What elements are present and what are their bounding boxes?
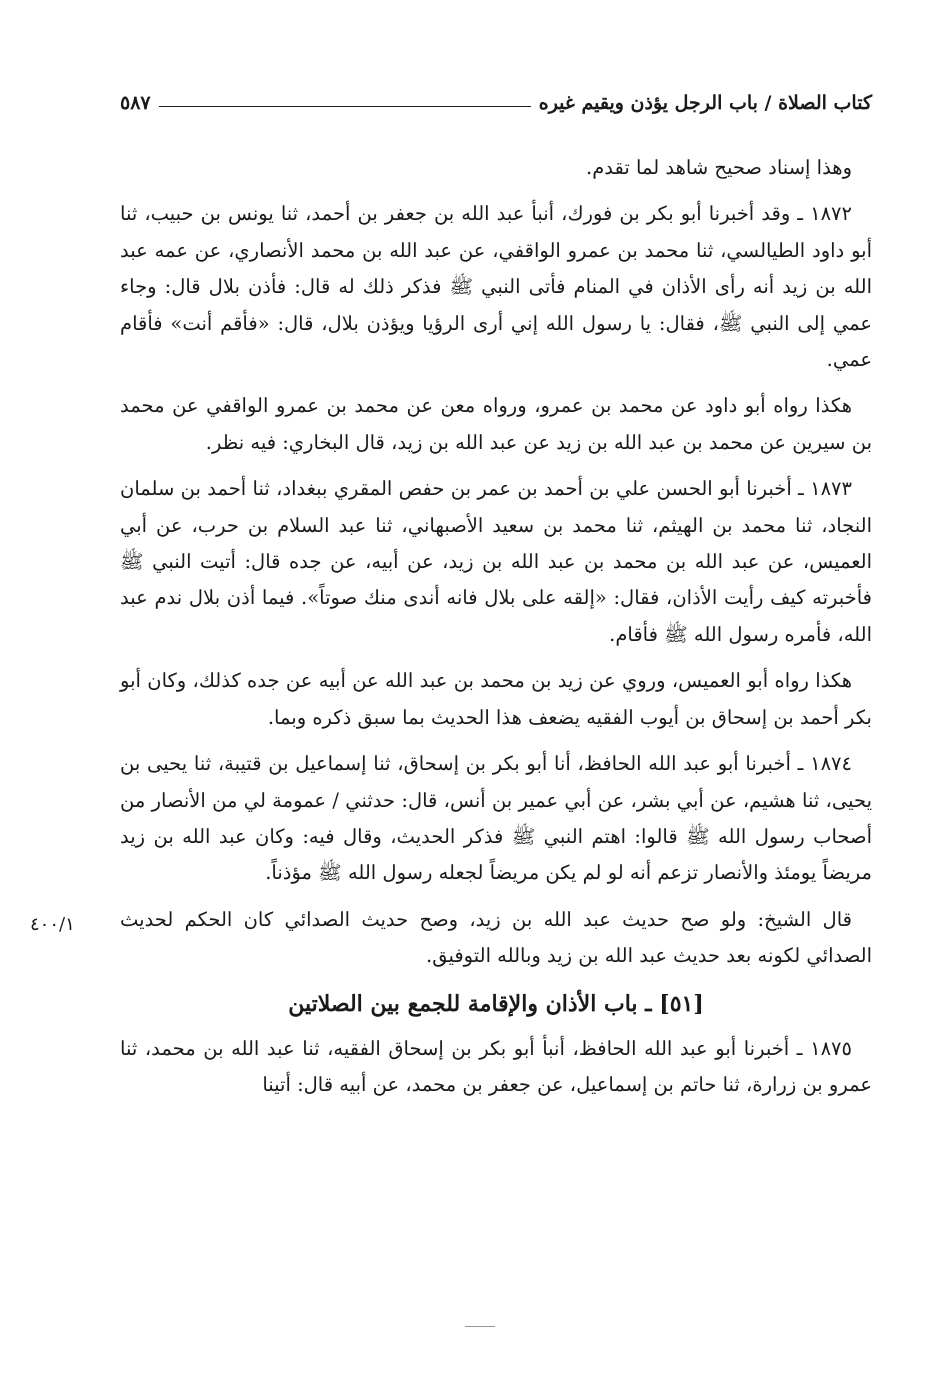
section-heading: [٥١] ـ باب الأذان والإقامة للجمع بين الصلاتين [288,990,704,1017]
paragraph: ١٨٧٥ ـ أخبرنا أبو عبد الله الحافظ، أنبأ أبو بكر بن إسحاق الفقيه، ثنا عبد الله بن محمد، ثنا عمرو بن زرارة، ثنا حاتم بن إسماعيل، عن جعفر بن محمد، عن أبيه قال: أتينا [120,1036,872,1096]
running-title: كتاب الصلاة / باب الرجل يؤذن ويقيم غيره [538,92,872,114]
paragraph: وهذا إسناد صحيح شاهد لما تقدم. [586,156,852,179]
header-rule [159,106,531,107]
margin-note: ٤٠٠/١ [30,914,75,935]
paragraph: ١٨٧٣ ـ أخبرنا أبو الحسن علي بن أحمد بن عمر بن حفص المقري ببغداد، ثنا أحمد بن سلمان النجاد، ثنا محمد بن الهيثم، ثنا محمد بن سعيد الأصبهاني، ثنا عبد السلام بن حرب، عن أبي العميس، عن عبد الله بن محمد بن عبد الله بن زيد، عن أبيه، عن جده قال: أتيت النبي ﷺ فأخبرته كيف رأيت الأذان، فقال: «إلقه على بلال فانه أندى منك صوتاً». فيما أذن بلال ندم عبد الله، فأمره رسول الله ﷺ فأقام. [120,477,872,646]
running-header [120,86,872,120]
body-text [120,150,872,1103]
paragraph: ١٨٧٤ ـ أخبرنا أبو عبد الله الحافظ، أنا أبو بكر بن إسحاق، ثنا إسماعيل بن قتيبة، ثنا يحيى بن يحيى، ثنا هشيم، عن أبي بشر، عن أبي عمير بن أنس، قال: حدثني / عمومة لي من الأنصار من أصحاب رسول الله ﷺ قالوا: اهتم النبي ﷺ فذكر الحديث، وقال فيه: وكان عبد الله بن زيد مريضاً يومئذ والأنصار تزعم أنه لو لم يكن مريضاً لجعله رسول الله ﷺ مؤذناً. [120,752,872,885]
page-number: ٥٨٧ [120,92,151,114]
paragraph: ١٨٧٢ ـ وقد أخبرنا أبو بكر بن فورك، أنبأ عبد الله بن جعفر بن أحمد، ثنا يونس بن حبيب، ثنا أبو داود الطيالسي، ثنا محمد بن عمرو الواقفي، عن عبد الله بن محمد الأنصاري، عن عمه عبد الله بن زيد أنه رأى الأذان في المنام فأتى النبي ﷺ فذكر ذلك له قال: فأذن بلال قال: وجاء عمي إلى النبي ﷺ، فقال: يا رسول الله إني أرى الرؤيا ويؤذن بلال، قال: «فأقم أنت» فأقام عمي. [120,202,872,372]
paragraph: قال الشيخ: ولو صح حديث عبد الله بن زيد، وصح حديث الصدائي كان الحكم لحديث الصدائي لكونه بعد حديث عبد الله بن زيد وبالله التوفيق. [120,907,872,968]
paragraph: هكذا رواه أبو العميس، وروي عن زيد بن محمد بن عبد الله عن أبيه عن جده كذلك، وكان أبو بكر أحمد بن إسحاق بن أيوب الفقيه يضعف هذا الحديث بما سبق ذكره وبما. [120,669,872,729]
footer-mark [465,1326,495,1327]
paragraph: هكذا رواه أبو داود عن محمد بن عمرو، ورواه معن عن محمد بن عمرو الواقفي عن محمد بن سيرين عن محمد بن عبد الله بن زيد عن عبد الله بن زيد، قال البخاري: فيه نظر. [120,394,872,454]
